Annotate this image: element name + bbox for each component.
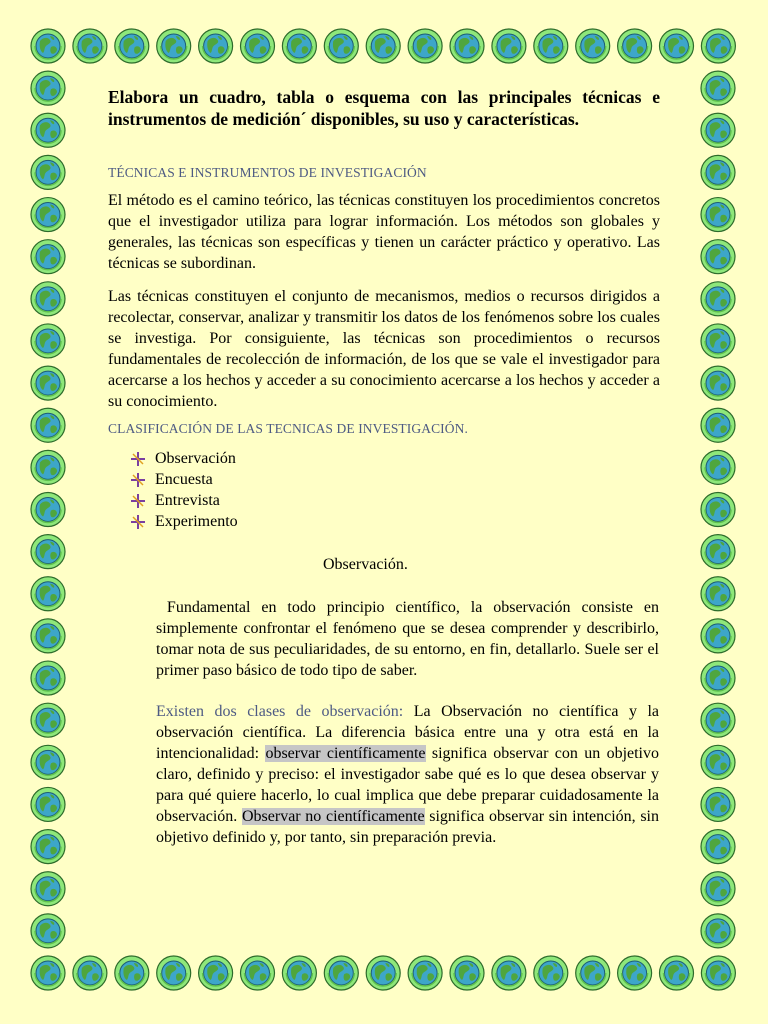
globe-icon <box>701 198 735 232</box>
globe-icon <box>618 956 652 990</box>
highlighted-text: Observar no científicamente <box>241 808 425 825</box>
arrow-cross-bullet-icon <box>130 514 146 530</box>
arrow-cross-bullet-icon <box>130 451 146 467</box>
globe-icon <box>701 577 735 611</box>
globe-icon <box>31 914 65 948</box>
globe-icon <box>31 493 65 527</box>
list-item <box>130 448 238 469</box>
globe-icon <box>31 619 65 653</box>
globe-icon <box>31 71 65 105</box>
globe-icon <box>450 29 484 63</box>
globe-icon <box>618 29 652 63</box>
globe-icon <box>241 29 275 63</box>
globe-icon <box>701 661 735 695</box>
globe-icon <box>701 787 735 821</box>
globe-icon <box>31 198 65 232</box>
arrow-cross-bullet-icon <box>130 472 146 488</box>
arrow-cross-bullet-icon <box>130 493 146 509</box>
globe-icon <box>324 956 358 990</box>
globe-icon <box>324 29 358 63</box>
paragraph-techniques: Las técnicas constituyen el conjunto de mecanismos, medios o recursos dirigidos a recolectar, conservar, analizar y transmitir los datos de los fenómenos sobre los cuales se investiga. Por consiguiente, las técnicas son procedimientos o recursos fundamentales de recolección de información, de los que se vale el investigador para acercarse a los hechos y acceder a su conocimiento acercarse a los hechos y acceder a su conocimiento. <box>108 288 660 410</box>
globe-icon <box>701 450 735 484</box>
globe-icon <box>199 29 233 63</box>
list-item <box>130 469 238 490</box>
globe-icon <box>241 956 275 990</box>
globe-icon <box>534 956 568 990</box>
globe-icon <box>31 366 65 400</box>
globe-icon <box>576 956 610 990</box>
globe-icon <box>31 745 65 779</box>
list-item-label: Encuesta <box>155 471 213 488</box>
globe-icon <box>701 535 735 569</box>
globe-icon <box>282 956 316 990</box>
globe-icon <box>31 450 65 484</box>
globe-icon <box>31 956 65 990</box>
list-item-label: Observación <box>155 450 236 467</box>
globe-icon <box>701 71 735 105</box>
globe-icon <box>31 29 65 63</box>
globe-icon <box>701 830 735 864</box>
globe-icon <box>31 113 65 147</box>
globe-icon <box>31 661 65 695</box>
globe-icon <box>31 240 65 274</box>
text-run: significa observar sin intención, sin objetivo definido y, por tanto, sin preparación previa. <box>156 808 659 846</box>
globe-icon <box>115 29 149 63</box>
globe-icon <box>199 956 233 990</box>
techniques-list <box>130 448 238 532</box>
globe-icon <box>366 956 400 990</box>
globe-icon <box>701 324 735 358</box>
globe-icon <box>31 282 65 316</box>
globe-icon <box>492 956 526 990</box>
globe-icon <box>31 830 65 864</box>
globe-icon <box>701 703 735 737</box>
globe-icon <box>31 787 65 821</box>
observation-heading: Observación. <box>323 556 408 573</box>
globe-icon <box>701 493 735 527</box>
globe-icon <box>31 872 65 906</box>
paragraph-method: El método es el camino teórico, las técnicas constituyen los procedimientos concretos que el investigador utiliza para lograr información. Los métodos son globales y generales, las técnicas son específicas y tienen un carácter práctico y operativo. Las técnicas se subordinan. <box>108 192 660 272</box>
globe-icon <box>701 872 735 906</box>
list-item <box>130 511 238 532</box>
globe-icon <box>701 914 735 948</box>
list-item-label: Experimento <box>155 513 238 530</box>
globe-icon <box>366 29 400 63</box>
globe-icon <box>73 29 107 63</box>
globe-icon <box>534 29 568 63</box>
globe-icon <box>73 956 107 990</box>
globe-icon <box>408 956 442 990</box>
page-title: Elabora un cuadro, tabla o esquema con las principales técnicas e instrumentos de medición´ disponibles, su uso y características. <box>108 87 660 129</box>
text-run: significa observar con un objetivo claro, definido y preciso: el investigador sabe qué es lo que desea observar y para qué quiere hacerlo, lo cual implica que debe preparar cuidadosamente la observación. <box>156 745 660 825</box>
list-item <box>130 490 238 511</box>
globe-icon <box>701 408 735 442</box>
globe-icon <box>660 956 694 990</box>
section-heading-classification: CLASIFICACIÓN DE LAS TECNICAS DE INVESTIGACIÓN. <box>108 421 468 436</box>
globe-icon <box>282 29 316 63</box>
paragraph-observation-types <box>156 701 659 848</box>
text-run: La Observación no científica y la observación científica. La diferencia básica entre una y otra está en la intencionalidad: <box>156 703 659 762</box>
section-heading-techniques: TÉCNICAS E INSTRUMENTOS DE INVESTIGACIÓN <box>108 165 427 180</box>
globe-icon <box>701 29 735 63</box>
globe-icon <box>701 619 735 653</box>
highlighted-text: observar científicamente <box>265 745 426 762</box>
globe-icon <box>31 703 65 737</box>
globe-icon <box>701 745 735 779</box>
globe-icon <box>660 29 694 63</box>
globe-icon <box>31 577 65 611</box>
globe-icon <box>701 956 735 990</box>
globe-icon <box>701 282 735 316</box>
globe-icon <box>576 29 610 63</box>
observation-types-lead: Existen dos clases de observación: <box>156 703 404 720</box>
list-item-label: Entrevista <box>155 492 220 509</box>
globe-icon <box>701 155 735 189</box>
globe-icon <box>157 956 191 990</box>
globe-icon <box>408 29 442 63</box>
paragraph-observation: Fundamental en todo principio científico, la observación consiste en simplemente confrontar el fenómeno que se desea comprender y describirlo, tomar nota de sus peculiaridades, de su entorno, en fin, detallarlo. Suele ser el primer paso básico de todo tipo de saber. <box>156 599 664 679</box>
globe-icon <box>492 29 526 63</box>
globe-icon <box>450 956 484 990</box>
globe-icon <box>31 408 65 442</box>
globe-icon <box>31 535 65 569</box>
globe-icon <box>701 113 735 147</box>
globe-icon <box>31 155 65 189</box>
globe-icon <box>31 324 65 358</box>
globe-icon <box>115 956 149 990</box>
globe-icon <box>701 240 735 274</box>
globe-icon <box>157 29 191 63</box>
globe-icon <box>701 366 735 400</box>
